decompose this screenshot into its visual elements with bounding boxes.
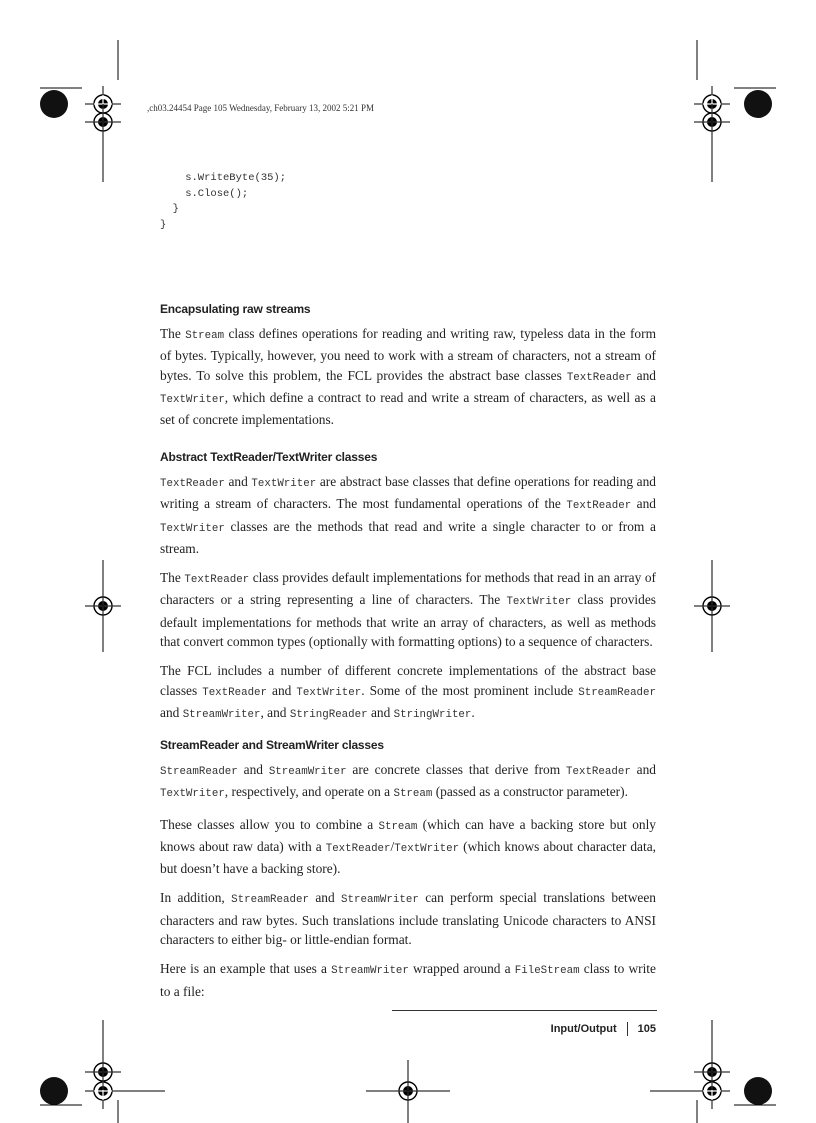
code-block-top: s.WriteByte(35); s.Close(); } }: [160, 172, 287, 231]
footer-separator: [627, 1022, 628, 1036]
inline-code: TextReader: [566, 500, 632, 513]
inline-code: TextReader: [184, 574, 250, 587]
text-run: The: [160, 570, 185, 586]
text-run: (passed as a constructor parameter).: [432, 784, 628, 800]
text-run: In addition,: [160, 890, 232, 906]
inline-code: StreamWriter: [268, 766, 347, 778]
print-slug: ,ch03.24454 Page 105 Wednesday, February 13, 2002 5:21 PM: [147, 103, 374, 113]
text-run: can perform special translations between characters and raw bytes. Such translations include translating Unicode characters to ANSI characters to either big- or little-endian format.: [160, 890, 656, 948]
text-run: class to write to a file:: [160, 961, 656, 999]
inline-code: TextWriter: [160, 393, 225, 406]
text-run: classes are the methods that read and write a single character to or from a stream.: [160, 518, 656, 556]
inline-code: TextReader: [202, 686, 268, 699]
black-dot-icon: [40, 90, 68, 118]
text-run: and: [367, 704, 394, 720]
page-footer: [551, 1022, 656, 1036]
inline-code: TextWriter: [251, 478, 317, 490]
inline-code: StringWriter: [393, 708, 472, 721]
section-0: [160, 302, 656, 439]
paragraph: [160, 324, 656, 429]
text-run: and: [267, 682, 297, 698]
text-run: and: [631, 496, 657, 512]
text-run: class provides default implementations for methods that write an array of characters, as well as methods that convert common types (optionally with formatting options) to a sequence of characters.: [160, 592, 657, 650]
inline-code: TextWriter: [506, 596, 572, 609]
black-dot-icon: [40, 1077, 68, 1105]
section-1: [160, 450, 656, 735]
text-run: and: [308, 890, 342, 906]
inline-code: TextReader: [160, 478, 225, 490]
text-run: Here is an example that uses a: [160, 961, 332, 977]
section-heading: Encapsulating raw streams: [160, 302, 311, 316]
section-heading: Abstract TextReader/TextWriter classes: [160, 450, 378, 464]
text-run: These classes allow you to combine a: [160, 816, 379, 832]
text-run: wrapped around a: [408, 961, 515, 977]
inline-code: StreamWriter: [331, 965, 409, 978]
inline-code: TextWriter: [160, 522, 225, 535]
paragraph: [160, 760, 656, 805]
inline-code: Stream: [393, 788, 433, 801]
inline-code: TextReader: [566, 371, 632, 384]
paragraph: [160, 472, 656, 558]
inline-code: StreamWriter: [341, 894, 419, 907]
paragraph: [160, 959, 656, 1001]
inline-code: FileStream: [514, 965, 580, 978]
footer-section: Input/Output: [550, 1022, 617, 1035]
text-run: , which define a contract to read and write a stream of characters, as well as a set of concrete implementations.: [160, 389, 656, 428]
text-run: class defines operations for reading and writing raw, typeless data in the form of bytes. Typically, however, you need to work with a stream of characters, not a stream of bytes. To solve this problem, the FCL provides the abstract base classes: [160, 326, 657, 383]
text-run: , and: [260, 704, 290, 720]
inline-code: TextReader: [325, 842, 391, 855]
inline-code: StreamReader: [160, 766, 238, 778]
inline-code: Stream: [185, 330, 225, 342]
text-run: The: [160, 326, 186, 341]
inline-code: StringReader: [289, 708, 368, 721]
black-dot-icon: [744, 90, 772, 118]
inline-code: StreamReader: [578, 686, 656, 699]
text-run: and: [160, 704, 183, 720]
inline-code: TextWriter: [296, 686, 362, 699]
text-run: and: [237, 762, 269, 777]
paragraph: [160, 815, 656, 879]
text-run: and: [631, 367, 656, 383]
section-heading: StreamReader and StreamWriter classes: [160, 738, 384, 752]
text-run: are abstract base classes that define operations for reading and writing a stream of characters. The most fundamental operations of the: [160, 474, 657, 512]
text-run: and: [630, 762, 657, 777]
text-run: (which knows about character data, but doesn’t have a backing store).: [160, 838, 656, 877]
paragraph: [160, 661, 656, 725]
inline-code: TextWriter: [160, 788, 225, 801]
inline-code: StreamWriter: [182, 708, 261, 721]
inline-code: Stream: [378, 820, 418, 833]
paragraph: [160, 888, 656, 949]
text-run: are concrete classes that derive from: [346, 762, 567, 777]
page-number: 105: [637, 1022, 656, 1035]
black-dot-icon: [744, 1077, 772, 1105]
section-2: [160, 738, 656, 1011]
inline-code: TextReader: [566, 766, 631, 778]
inline-code: TextWriter: [394, 842, 460, 855]
paragraph: [160, 568, 656, 651]
text-run: and: [224, 474, 252, 489]
text-run: .: [471, 704, 475, 720]
text-run: /: [390, 838, 395, 854]
text-run: , respectively, and operate on a: [224, 784, 394, 800]
text-run: . Some of the most prominent include: [361, 682, 579, 698]
text-run: class provides default implementations for methods that read in an array of characters or a string representing a line of characters. The: [160, 570, 656, 608]
inline-code: StreamReader: [231, 894, 309, 907]
footer-rule: [392, 1010, 657, 1011]
text-run: (which can have a backing store but only knows about raw data) with a: [160, 816, 656, 854]
text-run: The FCL includes a number of different concrete implementations of the abstract base classes: [160, 663, 656, 698]
